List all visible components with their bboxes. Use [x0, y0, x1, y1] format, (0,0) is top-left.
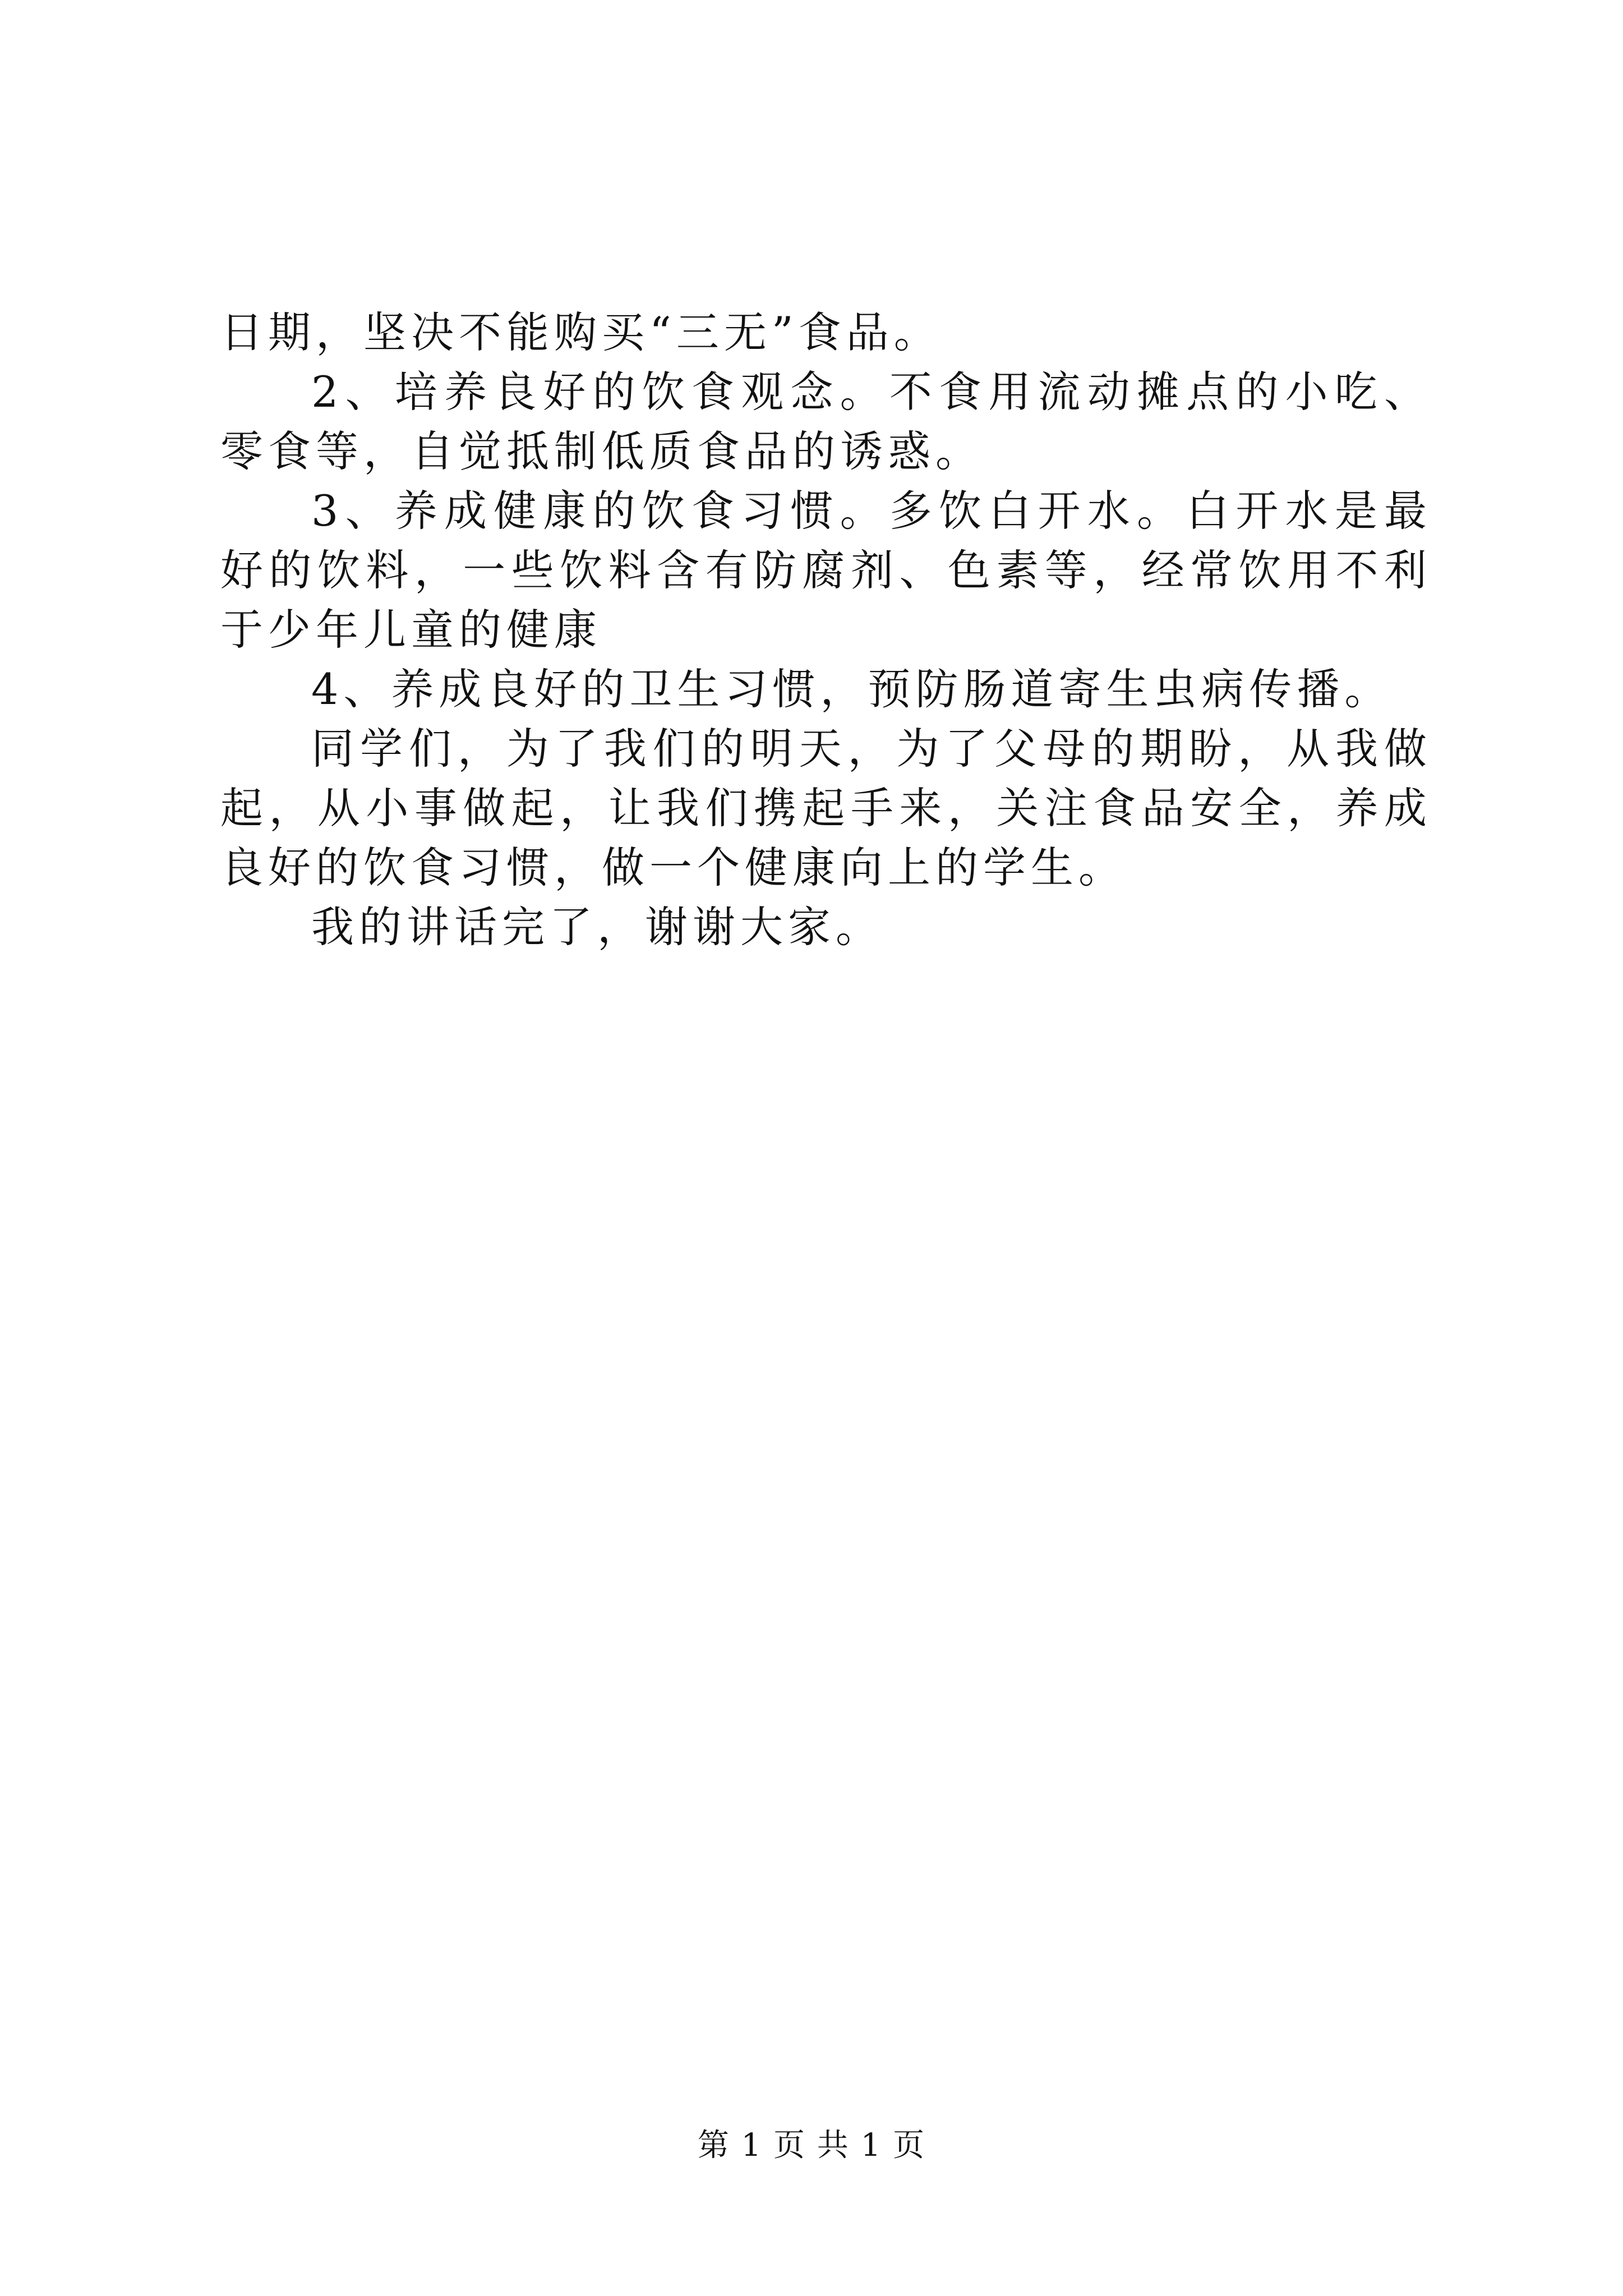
paragraph-continuation: 日期，坚决不能购买“三无”食品。 [220, 307, 942, 357]
paragraph-closing: 我的讲话完了，谢谢大家。 [311, 902, 883, 952]
paragraph-appeal: 同学们，为了我们的明天，为了父母的期盼，从我做起，从小事做起，让我们携起手来，关注食品安全，养成良好的饮食习惯，做一个健康向上的学生。 [220, 724, 1432, 892]
page-footer: 第 1 页 共 1 页 [697, 2127, 926, 2164]
paragraph-item-4: 4、养成良好的卫生习惯，预防肠道寄生虫病传播。 [311, 664, 1393, 714]
paragraph-item-2: 2、培养良好的饮食观念。不食用流动摊点的小吃、零食等，自觉抵制低质食品的诱惑。 [220, 367, 1432, 476]
document-body [220, 303, 1432, 957]
paragraph-item-3: 3、养成健康的饮食习惯。多饮白开水。白开水是最好的饮料，一些饮料含有防腐剂、色素等，经常饮用不利于少年儿童的健康 [220, 486, 1432, 655]
